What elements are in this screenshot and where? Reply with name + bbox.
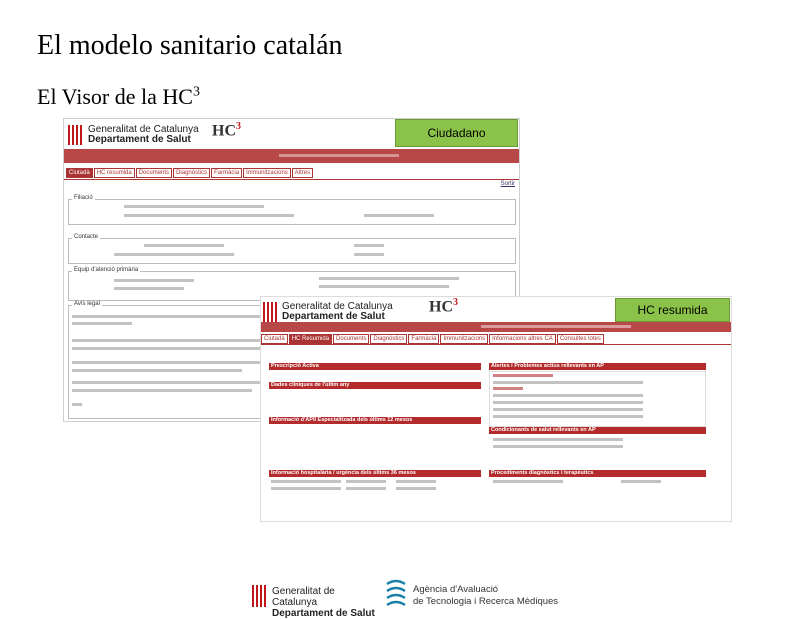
tab-immunitzacions-2[interactable]: Immunitzacions <box>440 334 488 344</box>
alertes-list <box>489 371 706 427</box>
gencat-logo-text: Generalitat de Catalunya Departament de Salut <box>88 124 199 145</box>
footer-gencat-icon <box>252 585 266 607</box>
footer-gencat-text: Generalitat de Catalunya Departament de Salut <box>272 586 375 619</box>
gencat-logo-icon-2 <box>263 302 279 322</box>
footer-agencia-text: Agència d'Avaluació de Tecnologia i Recerca Mèdiques <box>413 584 559 607</box>
tab-ciutada[interactable]: Ciutadà <box>66 168 93 178</box>
bar-prescripcio: Prescripció Activa <box>269 363 481 370</box>
section-filiacio <box>68 199 516 225</box>
footer-gencat-logo <box>252 583 382 619</box>
tab-farmacia[interactable]: Farmàcia <box>211 168 242 178</box>
section-filiacio-label: Filiació <box>74 195 93 201</box>
subtitle-text: El Visor de la HC <box>37 84 193 109</box>
screenshot-hc-resumida <box>260 296 732 522</box>
gencat-logo-icon <box>68 125 84 145</box>
tab-farmacia-2[interactable]: Farmàcia <box>408 334 439 344</box>
bar-informacio-2: Informació hospitalària / urgència dels últims 36 mesos <box>269 470 481 477</box>
bar-dades: Dades clíniques de l'últim any <box>269 382 481 389</box>
bar-informacio-1: Informació d'APII Especialitzada dels últims 12 mesos <box>269 417 481 424</box>
section-contacte <box>68 238 516 264</box>
tab-hc-resumida-2[interactable]: HC Resumida <box>289 334 332 344</box>
tab-documents-2[interactable]: Documents <box>333 334 369 344</box>
hc3-logo-2: $HC^3$ <box>429 297 458 316</box>
footer-agencia-logo <box>385 578 559 610</box>
gencat-logo-text-2: Generalitat de Catalunya Departament de Salut <box>282 301 393 322</box>
tab-altres[interactable]: Altres <box>292 168 313 178</box>
bar-alertes: Alertes i Problemes actius rellevants en AP <box>489 363 706 370</box>
callout-ciudadano: Ciudadano <box>395 119 518 147</box>
hc3-logo: $HC^3$ <box>212 121 241 140</box>
slide-subtitle <box>37 84 200 110</box>
tab-bar-2 <box>261 334 604 344</box>
subtitle-sup: 3 <box>192 84 200 100</box>
section-avis-label: Avís legal <box>74 301 100 307</box>
tab-diagnostics-2[interactable]: Diagnòstics <box>370 334 407 344</box>
tab-hc-resumida[interactable]: HC resumida <box>94 168 135 178</box>
tab-documents[interactable]: Documents <box>136 168 172 178</box>
tab-diagnostics[interactable]: Diagnòstics <box>173 168 210 178</box>
slide-title: El modelo sanitario catalán <box>37 30 343 61</box>
bar-procediments: Procediments diagnòstics i terapèutics <box>489 470 706 477</box>
bar-condicionants: Condicionants de salut rellevants en AP <box>489 427 706 434</box>
patient-info-text-2 <box>481 325 631 328</box>
section-equip-label: Equip d'atenció primària <box>74 267 139 273</box>
tab-immunitzacions[interactable]: Immunitzacions <box>243 168 291 178</box>
patient-info-text <box>279 154 399 157</box>
agencia-logo-icon <box>385 578 407 608</box>
sortir-link[interactable]: Sortir <box>500 181 515 187</box>
callout-hc-resumida: HC resumida <box>615 298 730 322</box>
tab-consultes-2[interactable]: Consultes lotes <box>557 334 604 344</box>
section-contacte-label: Contacte <box>74 234 99 240</box>
tab-bar <box>66 168 313 178</box>
tab-ciutada-2[interactable]: Ciutadà <box>261 334 288 344</box>
tab-informacions-altres-2[interactable]: Informacions altres CA <box>489 334 556 344</box>
